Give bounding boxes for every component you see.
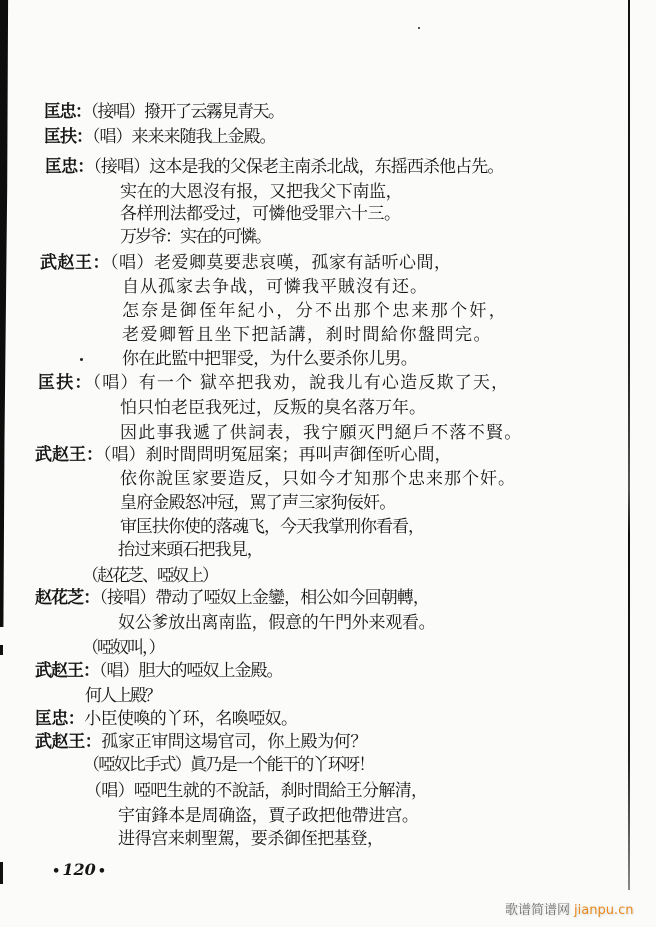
line-text: 皇府金殿怒冲冠，駡了声三家狗佞奸。: [120, 493, 396, 513]
script-line: [120, 227, 270, 247]
line-text: 刹时間問明冤屈案；再叫声御侄听心間，: [145, 445, 452, 465]
line-text: 进得宫来刺聖駕，要杀御侄把基登，: [118, 829, 384, 849]
script-line: [83, 755, 374, 775]
stage-direction-text: （赵花芝、啞奴上）: [82, 566, 217, 586]
line-text: 审匡扶你使的落魂飞，今天我掌刑你看看，: [120, 517, 424, 537]
line-text: 孤家正审問这場官司，你上殿为何？: [101, 732, 368, 752]
script-line: [118, 540, 263, 560]
script-line: [35, 588, 429, 608]
watermark-site-name: 歌谱简谱网: [505, 903, 571, 918]
line-text: 有一个 獄卒把我劝，說我儿有心造反欺了天，: [138, 373, 510, 393]
singing-cue: （接唱）: [99, 588, 156, 608]
singing-cue: （接唱）: [90, 102, 144, 122]
script-line: [122, 301, 508, 321]
speaker-name: 匡扶：: [44, 127, 92, 147]
singing-cue: （唱）: [85, 781, 134, 801]
singing-cue: （唱）: [110, 253, 154, 273]
line-text: 万岁爷：实在的可憐。: [120, 227, 270, 247]
line-text: 奴公爹放出离南监，假意的午門外来观看。: [118, 613, 436, 633]
page-number-value: 120: [62, 860, 96, 879]
page-number-right-mark: •: [97, 864, 107, 879]
line-text: 你在此監中把罪受，为什么要杀你儿男。: [122, 349, 418, 369]
line-text: 各样刑法都受过，可憐他受罪六十三。: [120, 204, 401, 224]
scan-speck: [418, 27, 420, 29]
line-text: 宇宙鋒本是周确盗，賈子政把他帶进宫。: [118, 806, 419, 826]
script-line: [35, 445, 452, 465]
script-line: [85, 781, 427, 801]
script-line: [45, 157, 503, 177]
line-text: 依你說匡家要造反，只如今才知那个忠来那个奸。: [120, 469, 516, 489]
script-line: [44, 102, 284, 122]
script-line: [35, 661, 283, 681]
speaker-name: 匡忠：: [44, 102, 91, 122]
watermark-domain: jianpu.cn: [574, 903, 634, 918]
page-number-left-mark: •: [52, 864, 61, 879]
script-line: [120, 204, 401, 224]
line-text: 抬过来頭石把我見，: [118, 540, 263, 560]
speaker-name: 匡忠：: [45, 157, 94, 177]
page-number: [50, 860, 108, 882]
line-text: 因此事我遞了供詞表，我宁願灭門絕戶不落不賢。: [120, 423, 523, 443]
script-line: [44, 127, 276, 147]
singing-cue: （唱）: [103, 445, 146, 465]
script-line: [120, 423, 523, 443]
script-line: [122, 325, 492, 345]
line-text: 帶动了啞奴上金鑾，相公如今回朝轉，: [155, 588, 430, 608]
script-line: [35, 709, 297, 729]
script-line: [120, 517, 424, 537]
line-text: 胆大的啞奴上金殿。: [138, 661, 283, 681]
singing-cue: （接唱）: [93, 157, 150, 177]
page-binding-line: [628, 0, 630, 890]
singing-cue: （唱）: [99, 661, 139, 681]
line-text: 怕只怕老臣我死过，反叛的臭名落万年。: [120, 398, 426, 418]
speaker-name: 匡扶：: [38, 373, 93, 393]
line-text: 这本是我的父保老主南杀北战，东摇西杀他占先。: [149, 157, 504, 177]
line-text: 老爱卿暂且坐下把話講，刹时間給你盤問完。: [122, 325, 492, 345]
script-line: [35, 732, 367, 752]
stage-direction: [82, 638, 164, 658]
scan-edge-shadow: [0, 0, 9, 627]
script-line: [38, 373, 509, 393]
line-text: 撥开了云霧見青天。: [144, 102, 284, 122]
script-line: [118, 829, 384, 849]
line-text: 老爱卿莫要悲哀嘆，孤家有話听心間，: [154, 253, 452, 273]
line-text: 来来来随我上金殿。: [131, 127, 276, 147]
script-line: [120, 398, 426, 418]
script-line: [120, 182, 402, 202]
speaker-name: 武赵王：: [35, 445, 103, 465]
script-line: [120, 493, 395, 513]
script-line: [118, 613, 435, 633]
speaker-name: 武赵王：: [35, 661, 99, 681]
scan-speck: [80, 358, 83, 361]
line-text: 小臣使喚的丫环，名喚啞奴。: [84, 709, 298, 729]
stage-direction-text: （啞奴比手式）: [83, 755, 191, 775]
stage-direction: [82, 566, 217, 586]
script-line: [120, 469, 516, 489]
script-line: [40, 253, 452, 273]
line-text: 啞吧生就的不說話，刹时間給王分解清，: [133, 781, 428, 801]
site-watermark: [505, 902, 633, 920]
line-text: 自从孤家去争战，可憐我平賊沒有还。: [122, 277, 428, 297]
script-line: [118, 806, 419, 826]
singing-cue: （唱）: [92, 127, 132, 147]
stage-direction-text: （啞奴叫，）: [82, 638, 164, 658]
speaker-name: 武赵王：: [35, 732, 102, 752]
line-text: 何人上殿？: [85, 686, 160, 706]
scan-edge-fragment: [0, 645, 3, 655]
speaker-name: 赵花芝：: [35, 588, 100, 608]
line-text: 怎奈是御侄年紀小，分不出那个忠来那个奸，: [122, 301, 508, 321]
singing-cue: （唱）: [92, 373, 139, 393]
speaker-name: 匡忠：: [35, 709, 85, 729]
script-line: [85, 686, 160, 706]
script-line: [122, 277, 428, 297]
scan-edge-fragment: [0, 862, 3, 884]
script-line: [122, 349, 417, 369]
speaker-name: 武赵王：: [40, 253, 110, 273]
line-text: 实在的大恩沒有报，又把我父下南监，: [120, 182, 403, 202]
line-text: 眞乃是一个能干的丫环呀！: [190, 755, 374, 775]
